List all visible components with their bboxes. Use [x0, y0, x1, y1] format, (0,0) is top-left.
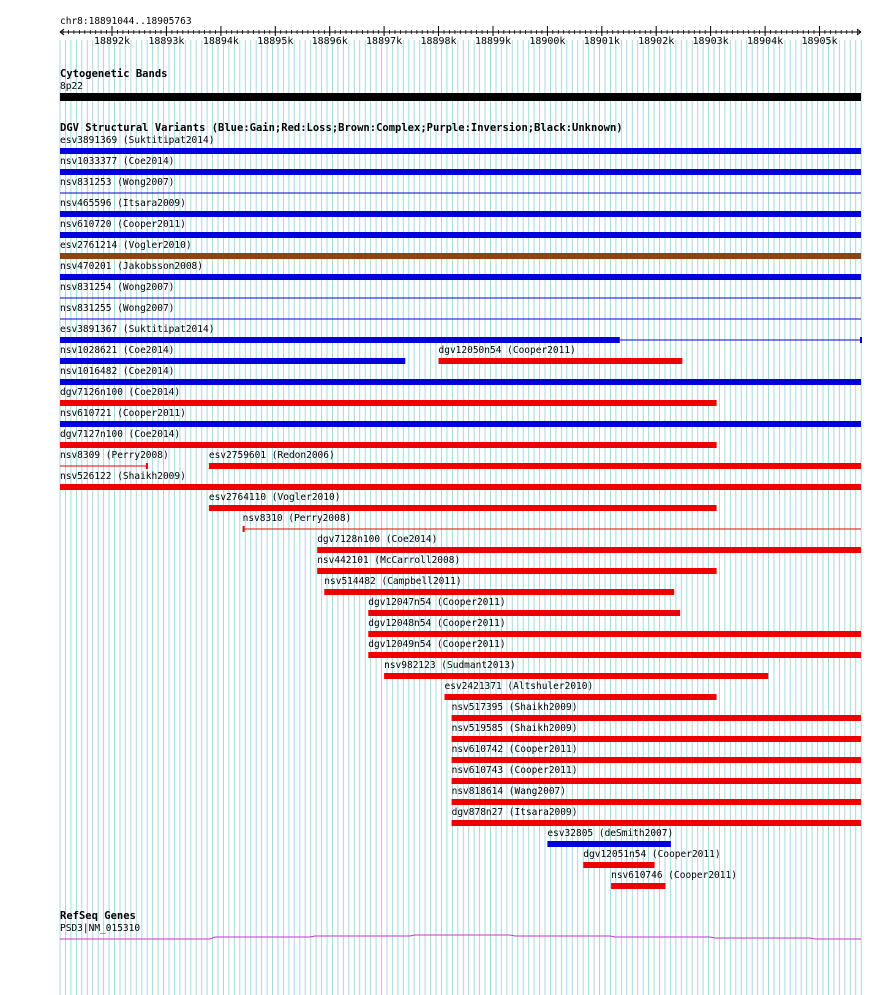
ruler-tick-label: 18897k: [366, 36, 403, 47]
sv-feature[interactable]: [452, 744, 861, 763]
ruler-tick-label: 18899k: [474, 36, 512, 47]
sv-feature-label: nsv442101 (McCarroll2008): [317, 555, 461, 566]
sv-feature-bar[interactable]: [583, 862, 654, 868]
sv-feature-bar[interactable]: [368, 652, 861, 658]
sv-feature-bar[interactable]: [317, 568, 716, 574]
sv-feature-label: nsv610720 (Cooper2011): [60, 219, 186, 230]
cytoband-label: 8p22: [60, 81, 83, 92]
ruler-tick-label: 18902k: [638, 36, 675, 47]
sv-feature-bar[interactable]: [60, 337, 620, 343]
dgv-track-title: DGV Structural Variants (Blue:Gain;Red:Loss;Brown:Complex;Purple:Inversion;Black:Unknown): [60, 122, 623, 134]
sv-feature-bar[interactable]: [209, 505, 717, 511]
sv-feature-bar[interactable]: [60, 169, 861, 175]
sv-feature-end-cap: [146, 463, 148, 469]
sv-feature-bar[interactable]: [452, 778, 861, 784]
sv-feature[interactable]: [317, 555, 716, 574]
sv-feature-bar[interactable]: [60, 232, 861, 238]
sv-feature-bar[interactable]: [60, 148, 861, 154]
ruler-tick-label: 18900k: [529, 36, 566, 47]
sv-feature[interactable]: [368, 639, 861, 658]
sv-feature[interactable]: [452, 723, 861, 742]
sv-feature-bar[interactable]: [452, 715, 861, 721]
sv-feature-bar[interactable]: [384, 673, 768, 679]
sv-feature-end-cap: [860, 337, 862, 343]
sv-feature[interactable]: [611, 870, 737, 889]
sv-feature-bar[interactable]: [317, 547, 861, 553]
sv-feature-label: nsv610746 (Cooper2011): [611, 870, 737, 881]
sv-feature-label: nsv982123 (Sudmant2013): [384, 660, 516, 671]
sv-feature-bar[interactable]: [452, 736, 861, 742]
sv-feature-bar[interactable]: [452, 757, 861, 763]
sv-feature-bar[interactable]: [60, 400, 717, 406]
sv-feature-label: nsv1033377 (Coe2014): [60, 156, 175, 167]
sv-feature-label: nsv465596 (Itsara2009): [60, 198, 186, 209]
ruler-tick-label: 18898k: [420, 36, 457, 47]
sv-feature[interactable]: [368, 618, 861, 637]
sv-feature-label: dgv12048n54 (Cooper2011): [368, 618, 506, 629]
vertical-gridlines: [60, 40, 861, 995]
sv-feature-label: dgv7128n100 (Coe2014): [317, 534, 438, 545]
sv-feature-label: dgv12047n54 (Cooper2011): [368, 597, 506, 608]
sv-feature-label: dgv12051n54 (Cooper2011): [583, 849, 721, 860]
sv-feature[interactable]: [209, 492, 717, 511]
sv-feature-bar[interactable]: [611, 883, 665, 889]
cytoband-bar[interactable]: [60, 93, 861, 101]
ruler-tick-label: 18893k: [148, 36, 185, 47]
sv-feature-label: esv2421371 (Altshuler2010): [444, 681, 594, 692]
sv-feature-bar[interactable]: [324, 589, 674, 595]
sv-feature-bar[interactable]: [452, 820, 861, 826]
ruler-tick-label: 18904k: [747, 36, 784, 47]
sv-feature-bar[interactable]: [60, 484, 861, 490]
sv-feature-label: nsv526122 (Shaikh2009): [60, 471, 186, 482]
sv-feature-bar[interactable]: [452, 799, 861, 805]
ruler-tick-label: 18901k: [583, 36, 620, 47]
sv-feature-bar[interactable]: [368, 631, 861, 637]
sv-feature[interactable]: [452, 786, 861, 805]
sv-feature-label: dgv7126n100 (Coe2014): [60, 387, 181, 398]
sv-feature-label: dgv12049n54 (Cooper2011): [368, 639, 506, 650]
sv-feature[interactable]: [60, 429, 717, 448]
sv-feature[interactable]: [583, 849, 720, 868]
refseq-track-title: RefSeq Genes: [60, 910, 136, 922]
sv-feature-label: nsv1016482 (Coe2014): [60, 366, 175, 377]
sv-feature-bar[interactable]: [60, 379, 861, 385]
sv-feature-label: esv32805 (deSmith2007): [547, 828, 674, 839]
ruler-tick-label: 18894k: [202, 36, 239, 47]
sv-feature-start-cap: [243, 526, 245, 532]
sv-feature-bar[interactable]: [60, 211, 861, 217]
sv-feature-bar[interactable]: [209, 463, 861, 469]
sv-feature-bar[interactable]: [60, 421, 861, 427]
sv-feature-bar[interactable]: [547, 841, 671, 847]
sv-feature-label: nsv8309 (Perry2008): [60, 450, 169, 461]
sv-feature[interactable]: [452, 702, 861, 721]
sv-feature[interactable]: [452, 765, 861, 784]
sv-feature-bar[interactable]: [60, 253, 861, 259]
sv-feature-label: nsv831253 (Wong2007): [60, 177, 175, 188]
sv-feature-label: nsv831254 (Wong2007): [60, 282, 175, 293]
sv-feature-bar[interactable]: [368, 610, 680, 616]
sv-feature-label: nsv519585 (Shaikh2009): [451, 723, 578, 734]
sv-feature-label: esv2764110 (Vogler2010): [208, 492, 341, 503]
sv-feature-bar[interactable]: [60, 358, 405, 364]
ruler-tick-label: 18892k: [93, 36, 131, 47]
sv-feature-label: esv3891369 (Suktitipat2014): [60, 135, 215, 146]
sv-feature-label: nsv470201 (Jakobsson2008): [60, 261, 203, 272]
sv-feature-label: nsv1028621 (Coe2014): [60, 345, 175, 356]
sv-feature[interactable]: [439, 345, 683, 364]
refseq-gene-label: PSD3|NM_015310: [60, 923, 141, 934]
sv-feature[interactable]: [452, 807, 861, 826]
sv-feature-label: dgv878n27 (Itsara2009): [451, 807, 578, 818]
sv-feature-label: dgv12050n54 (Cooper2011): [438, 345, 576, 356]
sv-feature-bar[interactable]: [60, 442, 717, 448]
sv-feature-label: dgv7127n100 (Coe2014): [60, 429, 181, 440]
sv-feature-label: nsv831255 (Wong2007): [60, 303, 175, 314]
sv-feature-label: nsv818614 (Wang2007): [451, 786, 566, 797]
sv-feature[interactable]: [547, 828, 673, 847]
sv-feature-bar[interactable]: [60, 274, 861, 280]
sv-feature-label: nsv610742 (Cooper2011): [451, 744, 578, 755]
ruler-tick-label: 18905k: [801, 36, 838, 47]
sv-feature[interactable]: [60, 387, 717, 406]
sv-feature[interactable]: [368, 597, 680, 616]
sv-feature-label: nsv610721 (Cooper2011): [60, 408, 186, 419]
sv-feature[interactable]: [60, 345, 405, 364]
sv-feature-label: nsv610743 (Cooper2011): [451, 765, 578, 776]
sv-feature[interactable]: [384, 660, 768, 679]
sv-feature-bar[interactable]: [445, 694, 717, 700]
sv-feature-label: nsv8310 (Perry2008): [242, 513, 352, 524]
sv-feature-label: esv2759601 (Redon2006): [208, 450, 335, 461]
ruler-range-label: chr8:18891044..18905763: [60, 16, 192, 27]
cytoband-track-title: Cytogenetic Bands: [60, 68, 168, 80]
sv-feature-label: nsv517395 (Shaikh2009): [451, 702, 578, 713]
sv-feature-label: nsv514482 (Campbell2011): [324, 576, 462, 587]
sv-feature-label: esv2761214 (Vogler2010): [60, 240, 192, 251]
ruler-tick-label: 18903k: [692, 36, 729, 47]
sv-feature-bar[interactable]: [439, 358, 683, 364]
ruler-tick-label: 18896k: [311, 36, 348, 47]
ruler-tick-label: 18895k: [257, 36, 294, 47]
sv-feature-label: esv3891367 (Suktitipat2014): [60, 324, 215, 335]
